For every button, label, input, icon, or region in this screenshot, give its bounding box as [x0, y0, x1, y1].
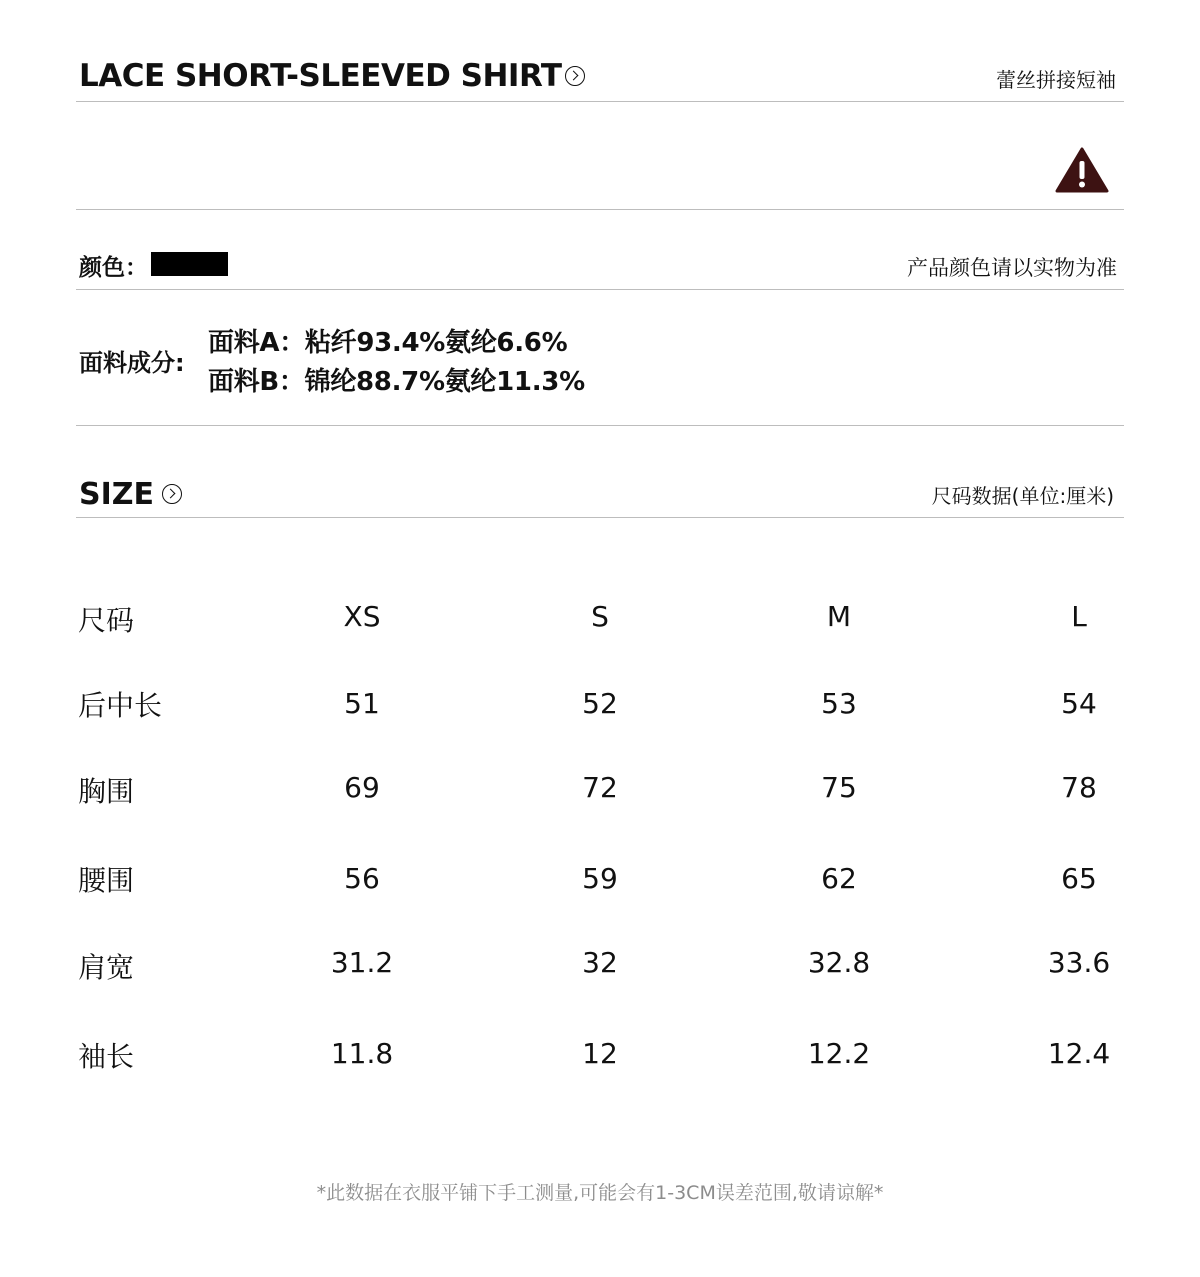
table-cell: XS: [343, 600, 381, 633]
footnote: *此数据在衣服平铺下手工测量,可能会有1-3CM误差范围,敬请谅解*: [316, 1182, 884, 1204]
row-label: 尺码: [78, 604, 135, 637]
chevron-right-circle-icon: [162, 484, 182, 504]
color-label: 颜色：: [79, 255, 148, 281]
size-unit-note: 尺码数据(单位:厘米): [931, 484, 1114, 508]
table-cell: 56: [344, 862, 380, 895]
row-label: 腰围: [78, 864, 135, 897]
table-cell: L: [1071, 600, 1087, 633]
table-cell: 69: [344, 771, 380, 804]
table-cell: 54: [1061, 687, 1097, 720]
table-cell: 59: [582, 862, 618, 895]
table-cell: 62: [821, 862, 857, 895]
table-cell: 65: [1061, 862, 1097, 895]
warning-triangle-icon: [1054, 146, 1110, 194]
table-cell: 53: [821, 687, 857, 720]
table-cell: 32.8: [807, 946, 871, 979]
fabric-line-a: 面料A：粘纤93.4%氨纶6.6%: [208, 328, 568, 358]
divider: [76, 425, 1124, 426]
table-cell: 75: [821, 771, 857, 804]
size-title: SIZE: [79, 476, 155, 512]
table-cell: 32: [582, 946, 618, 979]
table-cell: 12.4: [1047, 1037, 1111, 1070]
fabric-line-b: 面料B：锦纶88.7%氨纶11.3%: [208, 367, 585, 397]
table-cell: 31.2: [330, 946, 394, 979]
table-cell: 51: [344, 687, 380, 720]
divider: [76, 517, 1124, 518]
divider: [76, 101, 1124, 102]
fabric-label: 面料成分:: [79, 349, 185, 377]
product-title: LACE SHORT-SLEEVED SHIRT: [79, 58, 562, 94]
table-cell: 72: [582, 771, 618, 804]
table-cell: 11.8: [330, 1037, 394, 1070]
table-cell: 12.2: [807, 1037, 871, 1070]
table-cell: M: [826, 600, 852, 633]
color-note: 产品颜色请以实物为准: [907, 256, 1117, 280]
product-title-cn: 蕾丝拼接短袖: [996, 68, 1116, 92]
table-cell: 52: [582, 687, 618, 720]
divider: [76, 209, 1124, 210]
color-swatch: [151, 252, 228, 276]
divider: [76, 289, 1124, 290]
row-label: 胸围: [78, 775, 135, 808]
table-cell: 78: [1061, 771, 1097, 804]
table-cell: 12: [582, 1037, 618, 1070]
title-row: [79, 56, 585, 96]
chevron-right-circle-icon: [565, 66, 585, 86]
row-label: 后中长: [78, 689, 163, 722]
table-cell: 33.6: [1047, 946, 1111, 979]
table-cell: S: [591, 600, 609, 633]
row-label: 肩宽: [78, 951, 135, 984]
row-label: 袖长: [78, 1040, 135, 1073]
size-header: [79, 474, 182, 514]
